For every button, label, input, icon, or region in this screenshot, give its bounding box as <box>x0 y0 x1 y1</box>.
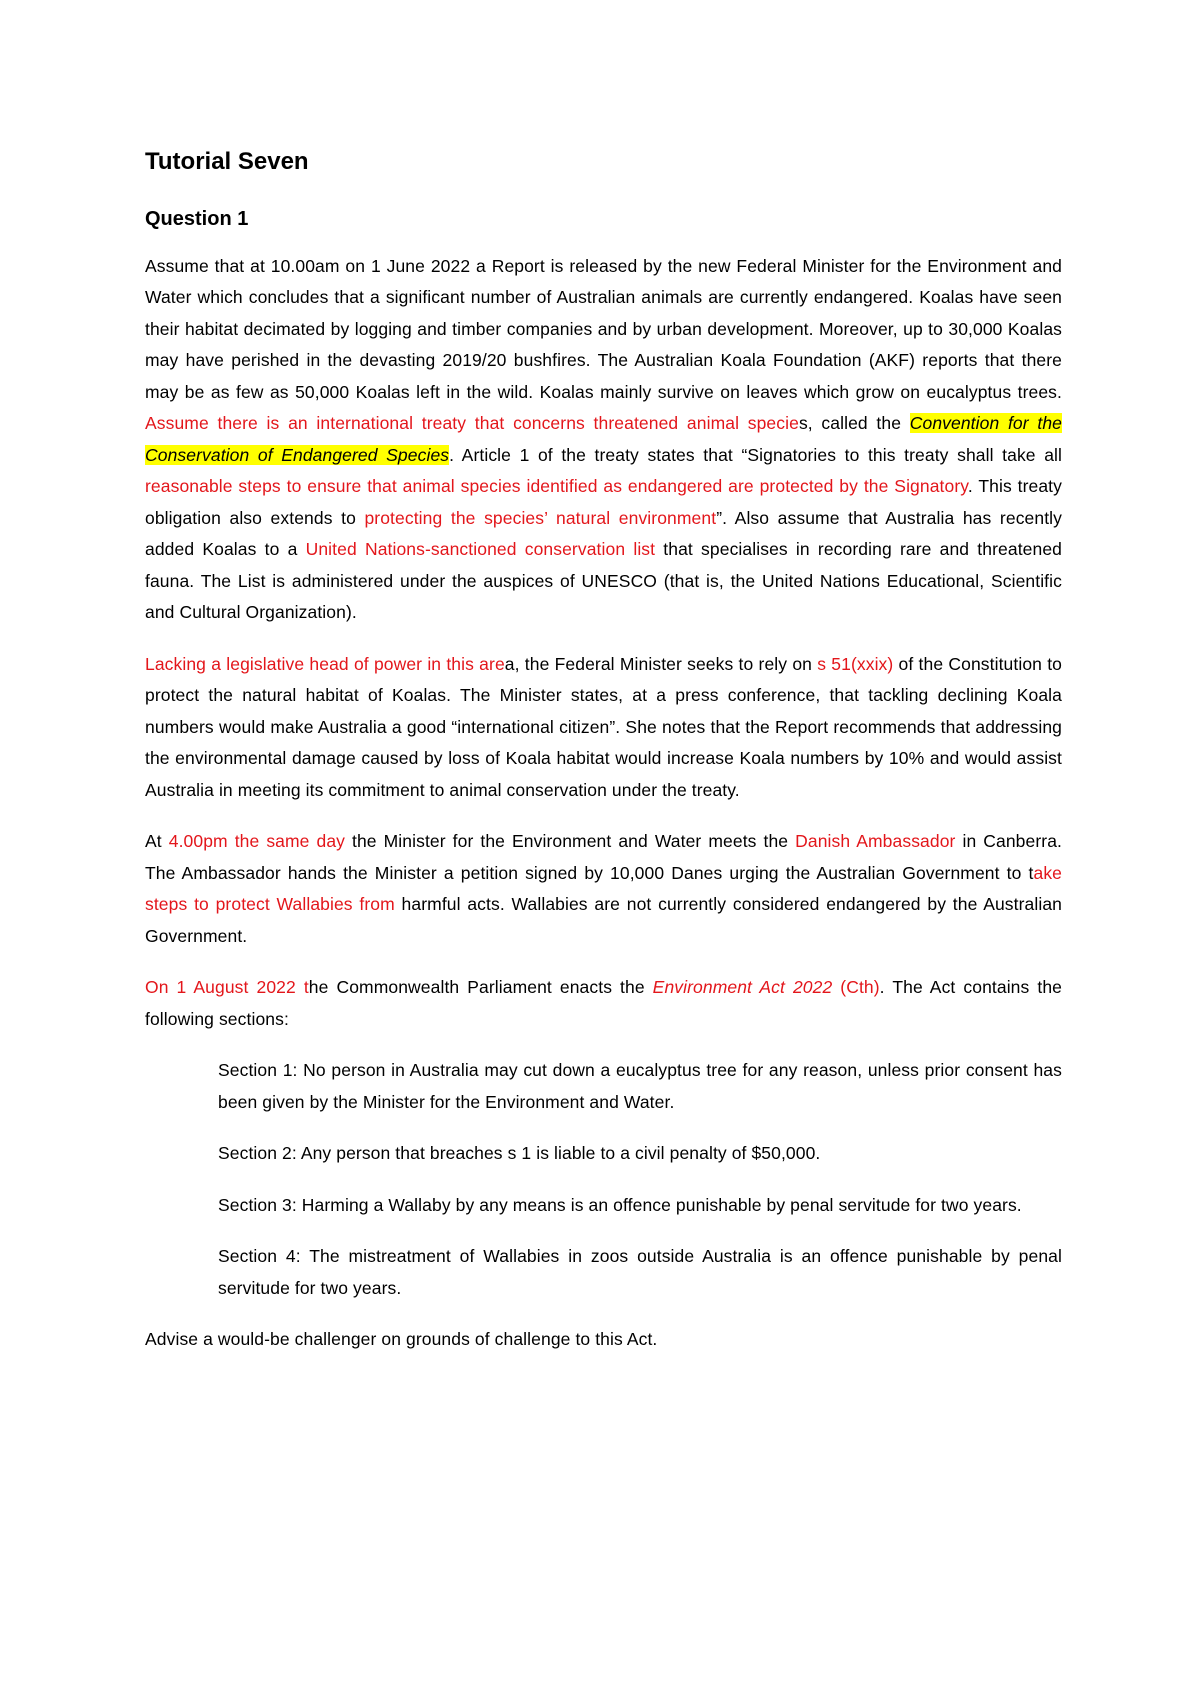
section-4: Section 4: The mistreatment of Wallabies in zoos outside Australia is an offence punishable by penal servitude for two years. <box>218 1246 1062 1298</box>
text-run: ”. Also assume that Australia has recently added Koalas to a <box>145 507 1063 560</box>
text-run: in Canberra. The Ambassador hands the Minister a petition signed by 10,000 Danes urging the Australian Government to t <box>145 831 1062 883</box>
text-run: Assume that at 10.00am on 1 June 2022 a Report is released by the new Federal Minister for the Environment and Water which concludes that a significant number of Australian animals are currently endangered. Koalas have seen their habitat decimated by logging and timber companies and by urban development. Moreover, up to 30,000 Koalas may have perished in the devasting 2019/20 bushfires. The Australian Koala Foundation (AKF) reports that there may be as few as 50,000 Koalas left in the wild. Koalas mainly survive on leaves which grow on eucalyptus trees. <box>145 255 1062 402</box>
text-run: protecting the species’ natural environment <box>364 507 717 528</box>
text-run: s 51(xxix) <box>817 653 894 674</box>
text-run: On 1 August 2022 t <box>145 977 309 998</box>
text-run: harmful acts. Wallabies are not currently considered endangered by the Australian Government. <box>145 894 1063 946</box>
text-run: . The Act contains the following sections: <box>145 977 1062 1029</box>
paragraph-act <box>145 972 1062 1035</box>
paragraph-facts <box>145 251 1062 629</box>
text-run: he Commonwealth Parliament enacts the <box>308 977 653 998</box>
text-run: Convention for the Conservation of Endangered Species <box>145 413 1062 465</box>
text-run: Lacking a legislative head of power in this are <box>145 653 505 674</box>
text-run: United Nations-sanctioned conservation list <box>305 539 656 560</box>
question-heading: Question 1 <box>145 207 249 230</box>
text-run: Assume there is an international treaty that concerns threatened animal specie <box>145 413 799 434</box>
text-run: reasonable steps to ensure that animal species identified as endangered are protected by the Signatory <box>145 476 968 497</box>
section-3: Section 3: Harming a Wallaby by any means is an offence punishable by penal servitude for two years. <box>218 1194 1022 1215</box>
section-2: Section 2: Any person that breaches s 1 is liable to a civil penalty of $50,000. <box>218 1143 821 1164</box>
text-run: Environment Act 2022 <box>652 977 833 998</box>
text-run: At <box>145 831 169 852</box>
text-run: (Cth) <box>832 977 880 998</box>
closing-instruction: Advise a would-be challenger on grounds of challenge to this Act. <box>145 1329 658 1350</box>
text-run: a, the Federal Minister seeks to rely on <box>504 653 818 674</box>
paragraph-ambassador <box>145 826 1062 952</box>
text-run: 4.00pm the same day <box>168 831 346 852</box>
paragraph-minister <box>145 649 1062 807</box>
text-run: . Article 1 of the treaty states that “Signatories to this treaty shall take all <box>449 444 1063 465</box>
text-run: the Minister for the Environment and Water meets the <box>345 831 796 852</box>
text-run: Danish Ambassador <box>795 831 956 852</box>
text-run: . This treaty obligation also extends to <box>145 476 1062 528</box>
text-run: ake steps to protect Wallabies from <box>145 862 1062 915</box>
page-title: Tutorial Seven <box>145 148 309 175</box>
text-run: that specialises in recording rare and threatened fauna. The List is administered under the auspices of UNESCO (that is, the United Nations Educational, Scientific and Cultural Organization). <box>145 539 1062 623</box>
text-run: s, called the <box>798 413 910 434</box>
section-1: Section 1: No person in Australia may cut down a eucalyptus tree for any reason, unless prior consent has been given by the Minister for the Environment and Water. <box>218 1060 1062 1112</box>
document-body <box>145 148 1062 1376</box>
text-run: of the Constitution to protect the natural habitat of Koalas. The Minister states, at a press conference, that tackling declining Koala numbers would make Australia a good “international citizen”. She notes that the Report recommends that addressing the environmental damage caused by loss of Koala habitat would increase Koala numbers by 10% and would assist Australia in meeting its commitment to animal conservation under the treaty. <box>145 653 1062 800</box>
